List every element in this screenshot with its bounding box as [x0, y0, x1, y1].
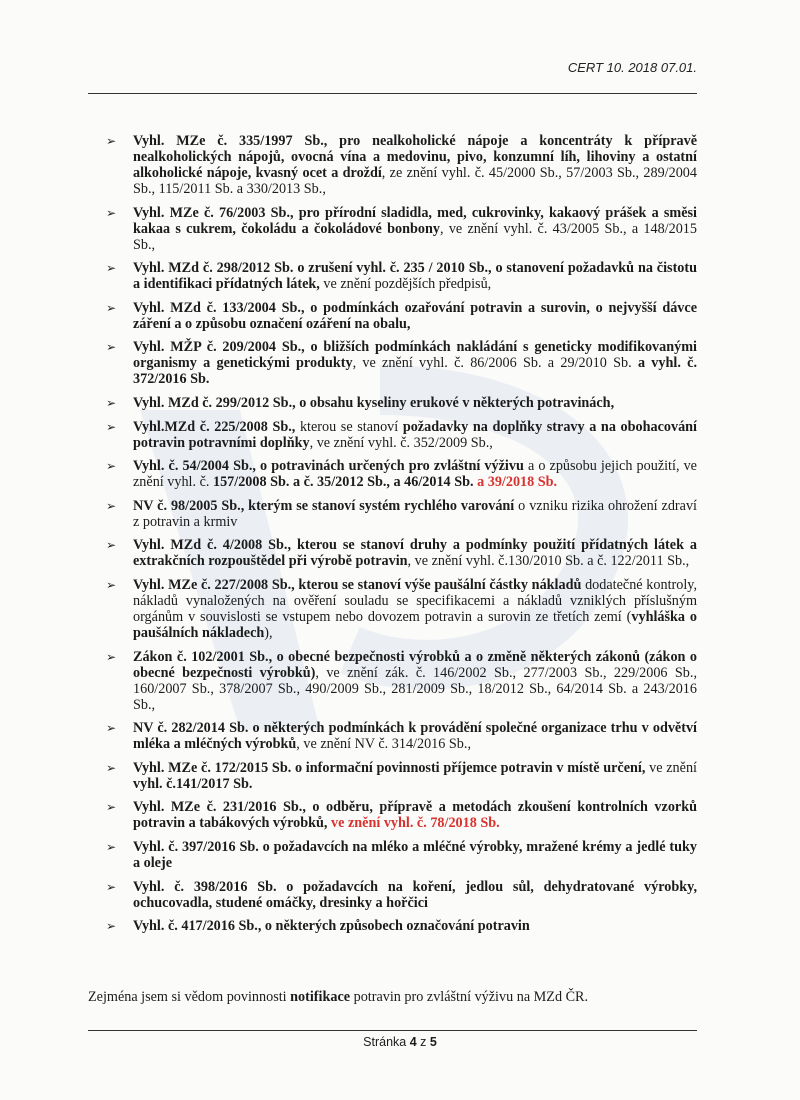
item-text: Vyhl. MZd č. 299/2012 Sb., o obsahu kyseliny erukové v některých potravinách, — [133, 394, 615, 411]
item-text: 157/2008 Sb. a č. 35/2012 Sb., a 46/2014 Sb. — [212, 474, 474, 491]
list-item — [104, 839, 697, 871]
list-item — [104, 300, 697, 332]
list-item — [104, 760, 697, 792]
list-item — [104, 205, 697, 253]
item-text: Vyhl.MZd č. 225/2008 Sb., — [133, 418, 296, 435]
arrow-bullet-icon: ➢ — [106, 419, 117, 434]
list-item — [104, 395, 697, 411]
arrow-bullet-icon: ➢ — [106, 498, 117, 513]
list-item — [104, 260, 697, 292]
arrow-bullet-icon: ➢ — [106, 721, 117, 736]
list-item — [104, 498, 697, 530]
item-text: , ve znění zák. č. 146/2002 Sb., 277/2003 Sb., 229/2006 Sb., 160/2007 Sb., 378/2007 Sb., 490/2009 Sb., 281/2009 Sb., 18/2012 Sb., 64/2014 Sb. a 243/2016 Sb., — [133, 664, 697, 713]
item-text: NV č. 282/2014 Sb. o některých podmínkách k provádění společné organizace trhu v odvětví mléka a mléčných výrobků — [133, 720, 697, 753]
item-text: Vyhl. MZe č. 172/2015 Sb. o informační povinnosti příjemce potravin v místě určení, — [133, 759, 646, 776]
item-text: ), — [264, 624, 273, 641]
item-text: Vyhl. MŽP č. 209/2004 Sb., o bližších podmínkách nakládání s geneticky modifikovanými organismy a genetickými produkty — [133, 339, 697, 372]
item-text: o vzniku rizika ohrožení zdraví z potravin a krmiv — [133, 497, 697, 530]
item-text: , ze znění vyhl. č. 45/2000 Sb., 57/2003 Sb., 289/2004 Sb., 115/2011 Sb. a 330/2013 Sb., — [133, 165, 697, 197]
header-rule — [88, 93, 697, 94]
item-text: Vyhl. MZe č. 227/2008 Sb., kterou se stanoví výše paušální částky nákladů — [133, 576, 582, 593]
item-text: Vyhl. MZe č. 335/1997 Sb., pro nealkoholické nápoje a koncentráty k přípravě nealkoholických nápojů, ovocná vína a medovinu, pivo, konzumní líh, lihoviny a ostatní alkoholické nápoje, kvasný ocet a droždí — [133, 133, 697, 181]
item-text: Vyhl. č. 398/2016 Sb. o požadavcích na koření, jedlou sůl, dehydratované výrobky, ochucovadla, studené omáčky, dresinky a hořčici — [133, 878, 697, 911]
arrow-bullet-icon: ➢ — [106, 459, 117, 474]
list-item — [104, 649, 697, 713]
item-text: Vyhl. MZd č. 298/2012 Sb. o zrušení vyhl. č. 235 / 2010 Sb., o stanovení požadavků na čistotu a identifikaci přídatných látek, — [133, 260, 697, 293]
item-text: NV č. 98/2005 Sb., kterým se stanoví systém rychlého varování — [133, 497, 515, 514]
arrow-bullet-icon: ➢ — [106, 760, 117, 775]
item-text: Vyhl. MZe č. 76/2003 Sb., pro přírodní sladidla, med, cukrovinky, kakaový prášek a směsi kakaa s cukrem, čokoládu a čokoládové bonbony — [133, 204, 697, 237]
page-sep: z — [416, 1035, 430, 1049]
note-text: Zejména jsem si vědom povinnosti — [88, 989, 291, 1005]
arrow-bullet-icon: ➢ — [106, 538, 117, 553]
item-text: Vyhl. MZe č. 231/2016 Sb., o odběru, přípravě a metodách zkoušení kontrolních vzorků potravin a tabákových výrobků, — [133, 799, 697, 832]
item-text: vyhl. č.141/2017 Sb. — [133, 775, 253, 792]
arrow-bullet-icon: ➢ — [106, 839, 117, 854]
list-item — [104, 537, 697, 569]
list-item — [104, 419, 697, 451]
total-pages: 5 — [429, 1035, 437, 1049]
list-item — [104, 458, 697, 490]
item-text: , ve znění NV č. 314/2016 Sb., — [296, 736, 471, 753]
item-text: Vyhl. č. 397/2016 Sb. o požadavcích na mléko a mléčné výrobky, mražené krémy a jedlé tuky a oleje — [133, 838, 697, 871]
notification-note — [88, 989, 588, 1006]
list-item — [104, 879, 697, 911]
arrow-bullet-icon: ➢ — [106, 919, 117, 934]
list-item — [104, 577, 697, 641]
footer-rule — [88, 1030, 697, 1031]
amendment-highlight: ve znění vyhl. č. 78/2018 Sb. — [331, 815, 500, 832]
item-text: vyhláška o paušálních nákladech — [133, 608, 697, 641]
current-page: 4 — [409, 1035, 417, 1049]
arrow-bullet-icon: ➢ — [106, 800, 117, 815]
arrow-bullet-icon: ➢ — [106, 261, 117, 276]
item-text: , ve znění vyhl. č.130/2010 Sb. a č. 122/2011 Sb., — [407, 553, 690, 570]
item-text: Vyhl. MZd č. 133/2004 Sb., o podmínkách ozařování potravin a surovin, o nejvyšší dávce záření a o způsobu označení ozáření na obalu, — [133, 299, 697, 332]
item-text: a o způsobu jejich použití, ve znění vyhl. č. — [133, 458, 697, 491]
item-text: , ve znění vyhl. č. 86/2006 Sb. a 29/2010 Sb. — [352, 355, 638, 372]
list-item — [104, 133, 697, 197]
arrow-bullet-icon: ➢ — [106, 205, 117, 220]
page-number — [0, 1035, 800, 1049]
item-text: Vyhl. č. 54/2004 Sb., o potravinách určených pro zvláštní výživu — [133, 458, 524, 475]
item-text: dodatečné kontroly, nákladů vynaložených na ověření souladu se specifikacemi a nákladů vzniklých příslušným orgánům v souvislosti se vstupem nebo dovozem potravin a surovin ze třetích zemí ( — [133, 576, 697, 625]
page-label: Stránka — [363, 1035, 410, 1049]
arrow-bullet-icon: ➢ — [106, 577, 117, 592]
document-code: CERT 10. 2018 07.01. — [567, 60, 697, 75]
arrow-bullet-icon: ➢ — [106, 879, 117, 894]
item-text: Vyhl. MZd č. 4/2008 Sb., kterou se stanoví druhy a podmínky použití přídatných látek a extrakčních rozpouštědel při výrobě potravin — [133, 537, 697, 570]
arrow-bullet-icon: ➢ — [106, 649, 117, 664]
note-bold: notifikace — [290, 989, 351, 1005]
list-item — [104, 339, 697, 387]
item-text: , ve znění vyhl. č. 352/2009 Sb., — [309, 434, 493, 451]
item-text: požadavky na doplňky stravy a na obohacování potravin potravními doplňky — [133, 418, 697, 451]
arrow-bullet-icon: ➢ — [106, 395, 117, 410]
list-item — [104, 918, 697, 934]
item-text: ve znění pozdějších předpisů, — [319, 276, 492, 293]
arrow-bullet-icon: ➢ — [106, 300, 117, 315]
item-text: ve znění — [645, 759, 697, 776]
list-item — [104, 799, 697, 831]
item-text: kterou se stanoví — [295, 418, 403, 435]
item-text: a vyhl. č. 372/2016 Sb. — [133, 355, 697, 388]
arrow-bullet-icon: ➢ — [106, 134, 117, 148]
arrow-bullet-icon: ➢ — [106, 340, 117, 355]
item-text: , ve znění vyhl. č. 43/2005 Sb., a 148/2015 Sb., — [133, 220, 697, 253]
note-text-end: potravin pro zvláštní výživu na MZd ČR. — [350, 989, 589, 1005]
regulation-list — [104, 133, 697, 942]
item-text: Vyhl. č. 417/2016 Sb., o některých způsobech označování potravin — [133, 918, 530, 935]
amendment-highlight: a 39/2018 Sb. — [477, 474, 558, 491]
list-item — [104, 720, 697, 752]
item-text: Zákon č. 102/2001 Sb., o obecné bezpečnosti výrobků a o změně některých zákonů (zákon o obecné bezpečnosti výrobků) — [133, 648, 697, 681]
